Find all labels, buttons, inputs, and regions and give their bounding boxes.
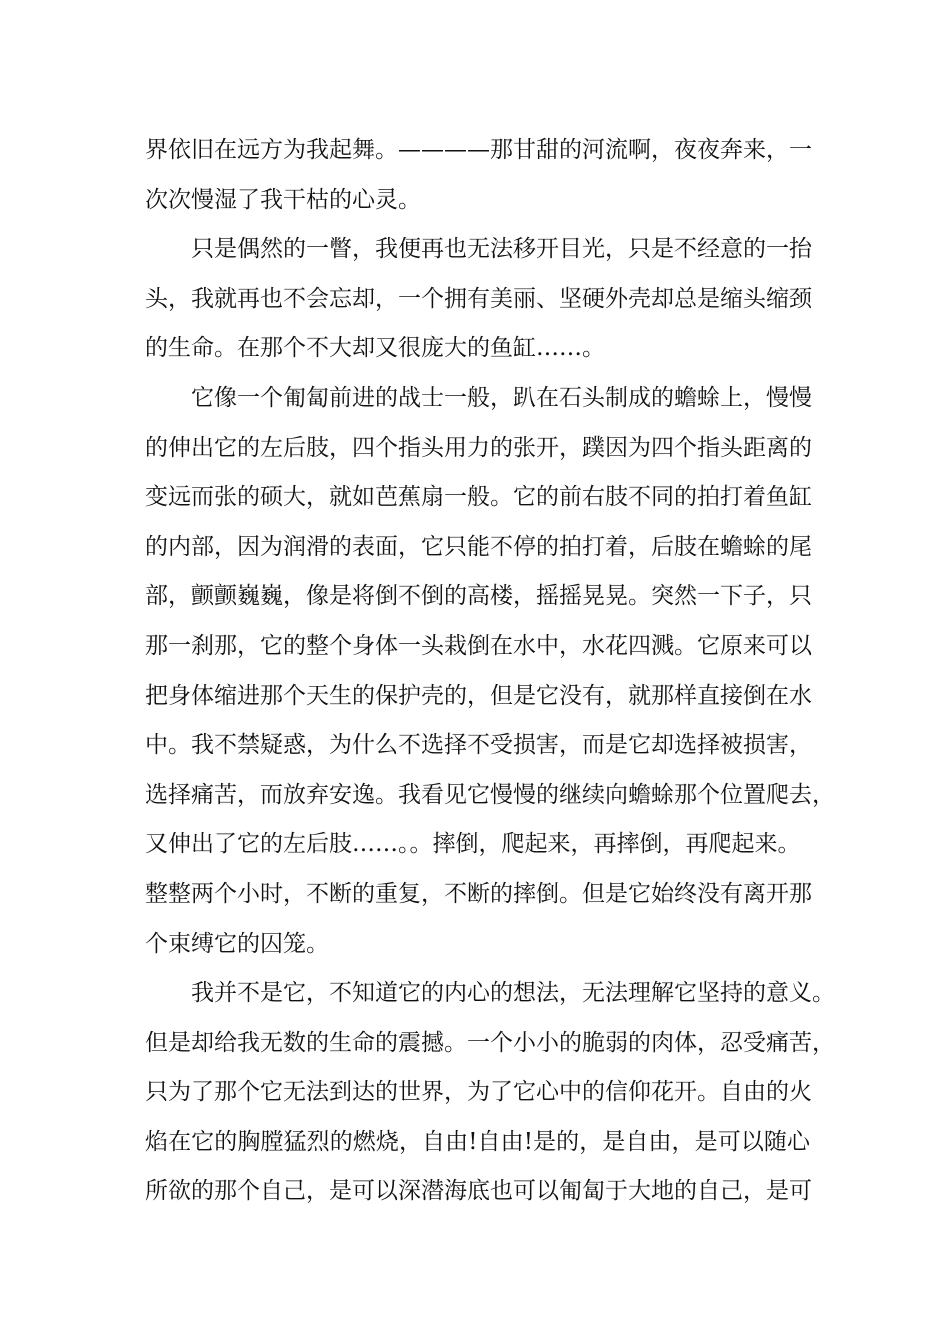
text-line: 选择痛苦，而放弃安逸。我看见它慢慢的继续向蟾蜍那个位置爬去， xyxy=(145,781,835,808)
text-line: 变远而张的硕大，就如芭蕉扇一般。它的前右肢不同的拍打着鱼缸 xyxy=(145,484,812,511)
text-line: 只为了那个它无法到达的世界，为了它心中的信仰花开。自由的火 xyxy=(145,1079,812,1106)
text-line: 次次慢湿了我干枯的心灵。 xyxy=(145,186,421,213)
text-line: 所欲的那个自己，是可以深潜海底也可以匍匐于大地的自己，是可 xyxy=(145,1178,812,1205)
text-line: 的生命。在那个不大却又很庞大的鱼缸……。 xyxy=(145,335,605,362)
text-line: 它像一个匍匐前进的战士一般，趴在石头制成的蟾蜍上，慢慢 xyxy=(191,384,812,411)
text-line: 的内部，因为润滑的表面，它只能不停的拍打着，后肢在蟾蜍的尾 xyxy=(145,533,812,560)
body-text xyxy=(145,126,835,1217)
text-line: 焰在它的胸膛猛烈的燃烧，自由!自由!是的，是自由，是可以随心 xyxy=(145,1128,810,1155)
text-line: 我并不是它，不知道它的内心的想法，无法理解它坚持的意义。 xyxy=(191,980,835,1007)
text-line: 整整两个小时，不断的重复，不断的摔倒。但是它始终没有离开那 xyxy=(145,880,812,907)
text-line: 界依旧在远方为我起舞。————那甘甜的河流啊，夜夜奔来，一 xyxy=(145,137,812,163)
text-line: 的伸出它的左后肢，四个指头用力的张开，蹼因为四个指头距离的 xyxy=(145,434,812,461)
text-line: 部，颤颤巍巍，像是将倒不倒的高楼，摇摇晃晃。突然一下子，只 xyxy=(145,583,812,610)
text-line: 那一刹那，它的整个身体一头栽倒在水中，水花四溅。它原来可以 xyxy=(145,632,812,659)
text-line: 但是却给我无数的生命的震撼。一个小小的脆弱的肉体，忍受痛苦， xyxy=(145,1029,835,1056)
text-line: 个束缚它的囚笼。 xyxy=(145,930,329,957)
text-line: 只是偶然的一瞥，我便再也无法移开目光，只是不经意的一抬 xyxy=(191,236,812,263)
text-line: 头，我就再也不会忘却，一个拥有美丽、坚硬外壳却总是缩头缩颈 xyxy=(145,285,812,312)
text-line: 又伸出了它的左后肢……。。摔倒，爬起来，再摔倒，再爬起来。 xyxy=(145,831,801,858)
text-line: 中。我不禁疑惑，为什么不选择不受损害，而是它却选择被损害， xyxy=(145,732,812,759)
text-line: 把身体缩进那个天生的保护壳的，但是它没有，就那样直接倒在水 xyxy=(145,682,812,709)
